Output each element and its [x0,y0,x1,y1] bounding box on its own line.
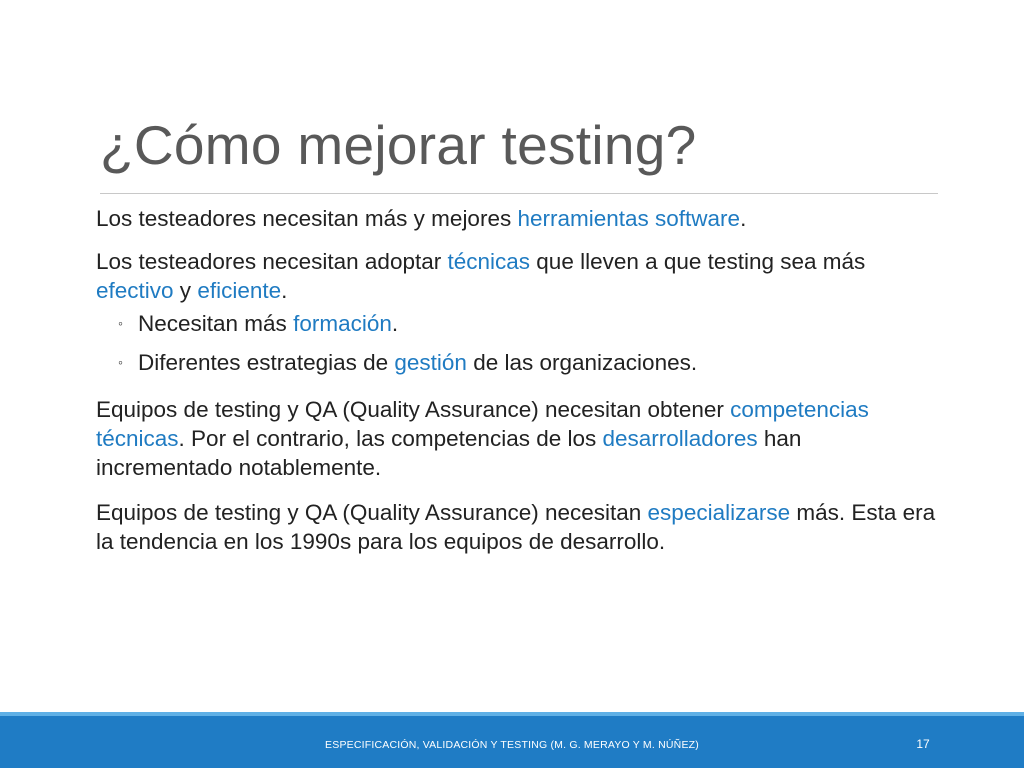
slide-content [96,204,941,572]
highlighted-term: desarrolladores [602,426,758,451]
paragraph-text: más. Esta era la tendencia en los 1990s para los equipos de desarrollo. [96,500,936,554]
hollow-circle-bullet-icon: ◦ [118,354,123,370]
list-item-text: de las organizaciones. [466,350,698,375]
paragraph-text: han incrementado notablemente. [96,426,802,480]
paragraph-text: Los testeadores necesitan adoptar [96,249,448,274]
list-item [96,348,941,377]
paragraph-text: . Por el contrario, las competencias de los [178,426,603,451]
title-divider [100,193,938,194]
paragraph-text: . [281,278,288,303]
hollow-circle-bullet-icon: ◦ [118,315,123,331]
list-item-text: Diferentes estrategias de [138,350,395,375]
slide-number: 17 [916,737,930,751]
highlighted-term: especializarse [647,500,791,525]
paragraph-competencies [96,395,941,482]
highlighted-term: eficiente [197,278,282,303]
footer-text: ESPECIFICACIÓN, VALIDACIÓN Y TESTING (M. G. MERAYO Y M. NÚÑEZ) [325,739,699,751]
paragraph-text: que lleven a que testing sea más [530,249,866,274]
paragraph-text: Los testeadores necesitan más y mejores [96,206,518,231]
list-item-text: Necesitan más [138,311,294,336]
paragraph-specialize [96,498,941,556]
highlighted-term: técnicas [447,249,531,274]
highlighted-term: competencias técnicas [96,397,869,451]
highlighted-term: efectivo [96,278,174,303]
highlighted-term: formación [293,311,392,336]
list-item-text: . [391,311,399,336]
highlighted-term: gestión [394,350,467,375]
slide-title: ¿Cómo mejorar testing? [100,114,697,176]
paragraph-text: y [173,278,198,303]
paragraph-techniques [96,247,941,305]
paragraph-text: Equipos de testing y QA (Quality Assurance) necesitan [96,500,648,525]
paragraph-text: Equipos de testing y QA (Quality Assurance) necesitan obtener [96,397,731,422]
list-item [96,309,941,338]
paragraph-text: . [740,206,747,231]
sub-bullet-list [96,309,941,377]
highlighted-term: herramientas software [517,206,741,231]
paragraph-tools [96,204,941,233]
